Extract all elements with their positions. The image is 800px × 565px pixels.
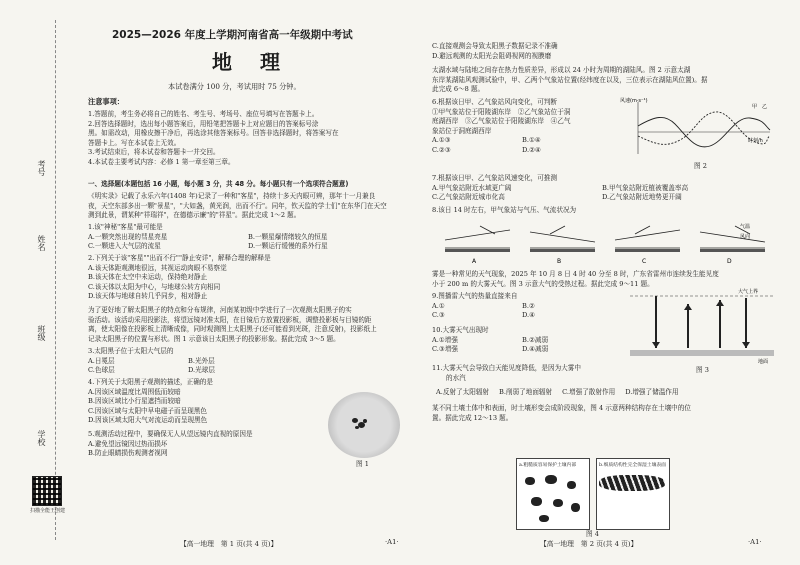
option-a[interactable]: A.避免望远镜因过热而损坏 <box>88 439 168 448</box>
question-7 <box>432 174 688 203</box>
option-b[interactable]: B.一颗星爆情绪较久的恒星 <box>248 232 328 241</box>
question-stem: 2.下列关于该"客星""出而不行""静止安详"，解释合理的解释是 <box>88 254 271 262</box>
wind-speed-figure <box>620 96 780 162</box>
fig1-caption: 图 1 <box>356 460 369 468</box>
option-a[interactable]: A.① <box>432 301 445 310</box>
option-d[interactable]: D.乙气象站附近地势更开阔 <box>602 193 682 202</box>
option-d[interactable]: D.避远观测的太阳光会阻碍视网的视膜磨 <box>432 51 552 60</box>
question-2 <box>88 254 271 302</box>
soil-structure-a <box>516 458 590 530</box>
strip-label-id: 考号 <box>37 160 46 176</box>
option-a[interactable]: A.反射了太阳辐射 <box>436 388 490 396</box>
sun-projection-figure <box>328 392 400 458</box>
question-line: ①甲气象站位于阳陵湖东岸 ②乙气象站位于洞 <box>432 107 571 116</box>
question-line: 象站位于洞庭湖西岸 <box>432 126 492 135</box>
question-stem: 5.观测活动过程中，要确保无人从望远镜内直视的原因是 <box>88 430 253 438</box>
section-heading: 一、选择题(本题包括 16 小题，每小题 3 分，共 48 分。每小题只有一个选项符合题意) <box>88 180 349 188</box>
strip-label-class: 班级 <box>37 325 46 341</box>
notes-title: 注意事项： <box>88 97 124 106</box>
option-c[interactable]: C.色球层 <box>88 366 115 375</box>
subject-title: 地理 <box>212 50 308 74</box>
option-b[interactable]: B.甲气象站附近植被覆盖率高 <box>602 183 689 192</box>
passage-1 <box>88 192 387 221</box>
fig-option-d: D <box>727 258 732 265</box>
option-a[interactable]: A.因该区域温度比周围低而较暗 <box>88 387 181 396</box>
page-footer-right: 【高一地理 第 2 页(共 4 页)】 <box>540 540 638 548</box>
passage-5 <box>432 404 691 423</box>
option-c[interactable]: C.乙气象站附近城市化高 <box>432 193 505 202</box>
fig-option-c: C <box>642 258 647 265</box>
q8-options-figure <box>440 218 780 266</box>
passage-line: 置。据此完成 12～13 题。 <box>432 413 513 422</box>
note-line: 2.回答选择题时，选出每小题答案后，用铅笔把答题卡上对应题目的答案标号涂 <box>88 119 319 128</box>
score-line: 本试卷满分 100 分，考试用时 75 分钟。 <box>168 82 301 91</box>
option-a[interactable]: A.①③ <box>432 136 451 145</box>
option-b[interactable]: B.①④ <box>522 136 541 145</box>
option-c[interactable]: C.增强了散射作用 <box>562 388 616 396</box>
qr-caption: 扫描全能王创建 <box>30 508 66 514</box>
option-b[interactable]: B.该天体在太空中未运动，保持绝对静止 <box>88 273 208 282</box>
question-1 <box>88 223 328 252</box>
fig2-caption: 图 2 <box>694 162 707 170</box>
note-line: 答题卡上。写在本试卷上无效。 <box>88 138 181 147</box>
soil-structure-b <box>596 458 670 530</box>
option-a[interactable]: A.甲气象站附近水域更广阔 <box>432 183 512 192</box>
passage-line: 此完成 6～8 题。 <box>432 85 485 94</box>
note-line: 黑。如需改动，用橡皮擦干净后，再选涂其他答案标号。回答非选择题时，将答案写在 <box>88 129 339 138</box>
question-stem: 9.图播雷大气的热量直接来自 <box>432 292 518 300</box>
option-b[interactable]: B.削弱了地面辐射 <box>499 388 553 396</box>
note-line: 3.考试结束后，将本试卷和答题卡一并交回。 <box>88 148 220 157</box>
option-b[interactable]: B.防止眼睛损伤观测者视网 <box>88 449 168 458</box>
sunspot <box>363 419 367 423</box>
passage-line: 东岸某湖陆风观测试验中，甲、乙两个气象站位置(经纬度在以及，三位表示在湖陆风位置)。据 <box>432 75 708 84</box>
passage-line: 离，使太阳像在投影板上清晰成像，同时观测图上太阳黑子(还可能看到光斑，注意反射)，投影纸上 <box>88 325 377 334</box>
question-10 <box>432 326 548 355</box>
strip-label-name: 姓名 <box>37 235 46 251</box>
question-stem: 3.太阳黑子位于太阳大气层的 <box>88 347 174 355</box>
passage-line: 测到此景，谓某种"祥瑞祥"，在德德示廉"的"祥星"。据此完成 1～2 题。 <box>88 211 301 220</box>
option-c[interactable]: C.直接观测会导致太阳黑子数据记录不准确 <box>432 42 558 50</box>
option-c[interactable]: C.该天体以太阳为中心，与地球公转方向相同 <box>88 282 221 291</box>
binding-line <box>55 20 57 540</box>
option-d[interactable]: D.该天体与地球自转几乎同步，相对静止 <box>88 292 208 301</box>
passage-line: 小于 200 m 的大雾天气。图 3 示意大气的受热过程。据此完成 9～11 题。 <box>432 279 654 288</box>
passage-3 <box>432 66 708 95</box>
question-stem: 4.下列关于太阳黑子观测的描述，正确的是 <box>88 378 213 386</box>
question-5-continued <box>432 42 558 61</box>
question-stem: 7.根据该日甲、乙气象站风速变化，可推测 <box>432 174 557 182</box>
exam-title: 2025—2026 年度上学期河南省高一年级期中考试 <box>112 29 353 41</box>
question-5 <box>88 430 253 459</box>
option-c[interactable]: C.因该区域与太阳中早电磁子而呈现黑色 <box>88 406 207 415</box>
option-c[interactable]: C.③ <box>432 311 445 320</box>
option-b[interactable]: B.②减弱 <box>522 335 549 344</box>
page-code-right: ·A1· <box>748 538 762 546</box>
fig-legend-temp: 气温 <box>740 224 751 230</box>
question-stem: 11.大雾天气会导致白天能见度降低，是因为大雾中 <box>432 364 581 372</box>
question-4 <box>88 378 213 426</box>
fig2-xlabel: 时刻/h <box>748 138 763 144</box>
strip-label-school: 学校 <box>37 430 46 446</box>
option-a[interactable]: A.一颗突然出现的彗星亮星 <box>88 232 168 241</box>
note-line: 1.答题前，考生务必将自己的姓名、考生号、考场号、座位号填写在答题卡上。 <box>88 110 319 118</box>
page-code-left: ·A1· <box>385 538 399 546</box>
question-3 <box>88 347 215 376</box>
fig4-caption: 图 4 <box>586 530 599 538</box>
fig2-ylabel: 风速(m·s⁻¹) <box>620 98 648 104</box>
question-line: 庭湖西岸 ③乙气象站位于阳陵湖东岸 ④乙气 <box>432 117 571 126</box>
fig3-caption: 图 3 <box>696 366 709 374</box>
fig3-bottom-label: 地面 <box>758 359 769 364</box>
surface-crust <box>599 475 665 491</box>
question-stem: 10.大雾天气出现时 <box>432 326 489 334</box>
question-9 <box>432 292 535 321</box>
option-d[interactable]: D.一颗运行缓慢的系外行星 <box>248 242 328 251</box>
option-c[interactable]: C.②③ <box>432 145 451 154</box>
fig4b-label: b.细质结构性完全保湿土壤表面 <box>599 463 666 468</box>
question-8-stem: 8.该日 14 时左右，甲气象站与气压、气流状况为 <box>432 206 577 214</box>
passage-2 <box>88 306 377 344</box>
sunspot <box>355 426 359 429</box>
fig3-top-label: 大气上界 <box>738 289 759 295</box>
fig-option-a: A <box>472 258 477 265</box>
notes-block <box>88 110 339 168</box>
fig-legend-wind: 风向 <box>740 234 751 240</box>
question-stem: 1.该"神秘"客星"最可能是 <box>88 223 163 231</box>
question-6 <box>432 98 570 156</box>
note-line: 4.本试卷主要考试内容：必修 1 第一章至第三章。 <box>88 157 235 166</box>
question-11 <box>432 364 581 383</box>
fig-option-b: B <box>557 258 562 265</box>
option-d[interactable]: D.②④ <box>522 145 541 154</box>
passage-line: 为了更好地了解太阳黑子的特点和分布规律，河南某初级中学进行了一次观测太阳黑子的实 <box>88 306 352 314</box>
option-a[interactable]: A.该天体距观测地很远，其视运动肉眼不易察觉 <box>88 263 227 272</box>
binding-strip <box>0 0 72 565</box>
option-d[interactable]: D.④减弱 <box>522 345 549 354</box>
q11-options <box>436 388 679 398</box>
question-stem: 6.根据该日甲、乙气象站风向变化，可判断 <box>432 98 557 106</box>
option-a[interactable]: A.①增强 <box>432 335 458 344</box>
passage-line: 记录太阳黑子的位置与形状。图 1 示意该日太阳黑子的投影形象。据此完成 3～5 题。 <box>88 334 340 343</box>
fig4a-label: a.粗糙质容易保护土壤内部 <box>519 463 577 468</box>
passage-line: 《明实录》记载了永乐六年(1408 年)记录了一种和"客星"，持续十多天内眼可辨，那年十一月兼良 <box>88 192 376 200</box>
option-a[interactable]: A.日冕层 <box>88 356 115 365</box>
sunspot <box>352 418 358 423</box>
passage-line: 太湖水域与陆地之间存在热力性质差异，形成以 24 小时为周期的湖陆风。图 2 示意太湖 <box>432 66 691 74</box>
passage-line: 雾是一种常见的天气现象，2025 年 10 月 8 日 4 时 40 分至 8 时，广东省雷州市连续发生能见度 <box>432 270 719 278</box>
option-c[interactable]: C.一颗进入大气层的流星 <box>88 242 161 251</box>
page-footer-left: 【高一地理 第 1 页(共 4 页)】 <box>180 540 278 548</box>
option-d[interactable]: D.增强了储温作用 <box>625 388 679 396</box>
passage-line: 验活动。该活动采用投影法，将望远镜对准太阳，在目镜后方放置投影板，调整投影板与目镜的距 <box>88 315 372 324</box>
fig2-legend-yi: 乙 <box>762 104 768 110</box>
option-b[interactable]: B.② <box>522 301 535 310</box>
question-stem-tail: 的水汽 <box>446 373 466 382</box>
option-d[interactable]: D.因该区域太阳大气对流运动而呈现黑色 <box>88 416 208 425</box>
option-d[interactable]: D.④ <box>522 311 536 320</box>
fig2-legend-jia: 甲 <box>752 104 758 110</box>
option-b[interactable]: B.因该区域比小行星遮挡而较暗 <box>88 397 181 406</box>
option-b[interactable]: B.光外层 <box>188 356 215 365</box>
option-d[interactable]: D.光球层 <box>188 366 215 375</box>
passage-line: 某不同土壤土体中和表面，时土壤形变会成阶段现象，图 4 示意两种结构存在土壤中的位 <box>432 404 691 412</box>
passage-line: 夜，天空东部多出一颗"景星"，"大如盏，黄光润，出而不行"。同年，钦天监的学士们"在东华门在天空 <box>88 201 387 210</box>
qr-code[interactable] <box>32 476 62 506</box>
atmosphere-heating-figure <box>628 284 776 364</box>
option-c[interactable]: C.③增强 <box>432 345 459 354</box>
